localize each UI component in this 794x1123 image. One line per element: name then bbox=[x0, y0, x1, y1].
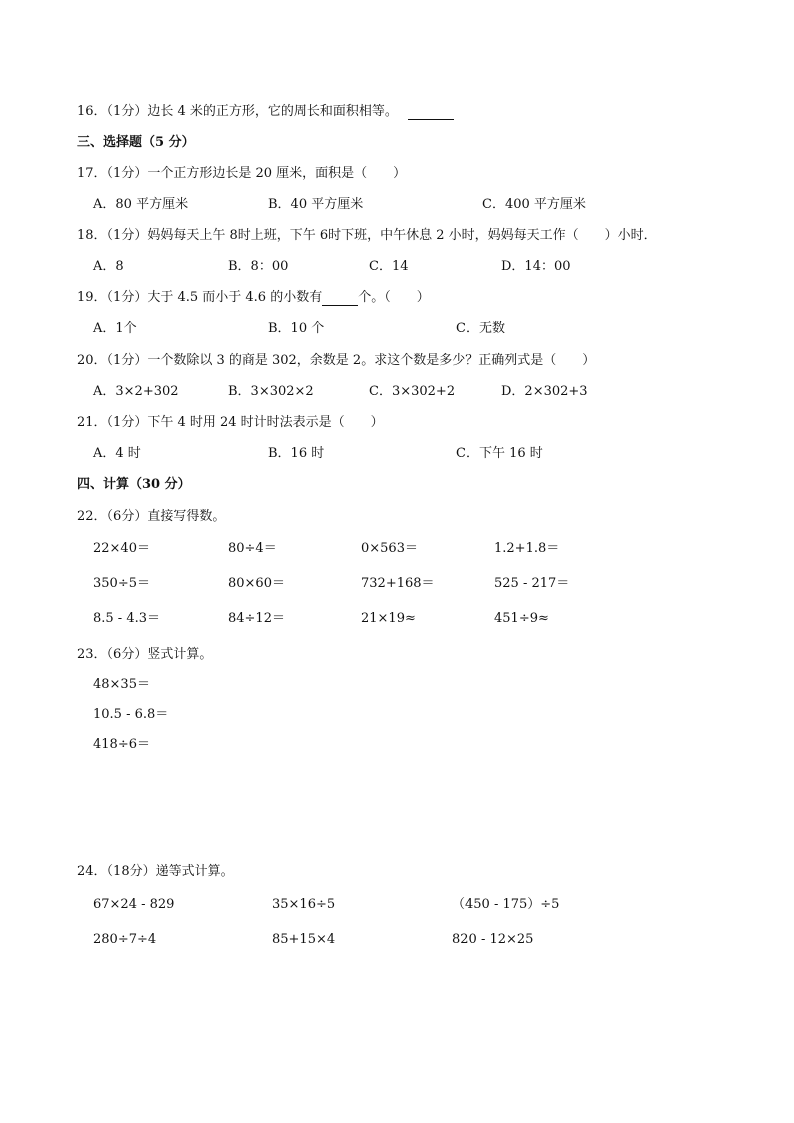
q24-item: 820 - 12×25 bbox=[452, 932, 534, 947]
question-19-stem bbox=[77, 290, 430, 306]
q22-item: 8.5 - 4.3＝ bbox=[93, 611, 161, 626]
q21-option-c[interactable]: C．下午 16 时 bbox=[456, 446, 543, 461]
answer-blank[interactable] bbox=[408, 105, 454, 120]
q24-item: 67×24 - 829 bbox=[93, 897, 175, 912]
question-19-stem-b: 个。（ ） bbox=[358, 290, 430, 305]
q19-option-c[interactable]: C．无数 bbox=[456, 321, 505, 336]
q20-option-b[interactable]: B．3×302×2 bbox=[228, 384, 314, 399]
question-16-text: 16．（1分）边长 4 米的正方形，它的周长和面积相等。 bbox=[77, 104, 398, 119]
q24-item: 85+15×4 bbox=[272, 932, 336, 947]
q24-item: 280÷7÷4 bbox=[93, 932, 157, 947]
q22-item: 0×563＝ bbox=[361, 541, 418, 556]
question-16 bbox=[77, 104, 454, 120]
q17-option-c[interactable]: C．400 平方厘米 bbox=[482, 197, 586, 212]
question-17-stem: 17．（1分）一个正方形边长是 20 厘米，面积是（ ） bbox=[77, 166, 407, 181]
question-18-stem: 18．（1分）妈妈每天上午 8时上班，下午 6时下班，中午休息 2 小时，妈妈每天工作（ ）小时． bbox=[77, 228, 657, 243]
q24-item: （450 - 175）÷5 bbox=[452, 897, 560, 912]
question-19-stem-a: 19．（1分）大于 4.5 而小于 4.6 的小数有 bbox=[77, 290, 323, 305]
q18-option-c[interactable]: C．14 bbox=[369, 259, 409, 274]
q22-item: 451÷9≈ bbox=[494, 611, 549, 626]
q20-option-d[interactable]: D．2×302+3 bbox=[501, 384, 588, 399]
question-23-stem: 23．（6分）竖式计算。 bbox=[77, 647, 213, 662]
section-3-title: 三、选择题（5 分） bbox=[77, 135, 195, 150]
q19-option-a[interactable]: A．1个 bbox=[93, 321, 137, 336]
q22-item: 80×60＝ bbox=[228, 576, 285, 591]
question-22-stem: 22．（6分）直接写得数。 bbox=[77, 509, 226, 524]
fill-blank[interactable] bbox=[322, 292, 358, 306]
q21-option-b[interactable]: B．16 时 bbox=[268, 446, 325, 461]
question-20-stem: 20．（1分）一个数除以 3 的商是 302，余数是 2。求这个数是多少？正确列式是（ ） bbox=[77, 353, 596, 368]
question-21-stem: 21．（1分）下午 4 时用 24 时计时法表示是（ ） bbox=[77, 415, 384, 430]
q18-option-a[interactable]: A．8 bbox=[93, 259, 124, 274]
q22-item: 525 - 217＝ bbox=[494, 576, 570, 591]
q23-item: 10.5 - 6.8＝ bbox=[93, 707, 169, 722]
question-24-stem: 24．（18分）递等式计算。 bbox=[77, 864, 234, 879]
q20-option-a[interactable]: A．3×2+302 bbox=[93, 384, 179, 399]
q22-item: 80÷4＝ bbox=[228, 541, 277, 556]
q22-item: 350÷5＝ bbox=[93, 576, 150, 591]
section-4-title: 四、计算（30 分） bbox=[77, 477, 191, 492]
q18-option-b[interactable]: B．8：00 bbox=[228, 259, 289, 274]
q17-option-b[interactable]: B．40 平方厘米 bbox=[268, 197, 364, 212]
q24-item: 35×16÷5 bbox=[272, 897, 336, 912]
q22-item: 84÷12＝ bbox=[228, 611, 285, 626]
q23-item: 48×35＝ bbox=[93, 677, 150, 692]
q22-item: 1.2+1.8＝ bbox=[494, 541, 560, 556]
q23-item: 418÷6＝ bbox=[93, 737, 150, 752]
q20-option-c[interactable]: C．3×302+2 bbox=[369, 384, 456, 399]
q19-option-b[interactable]: B．10 个 bbox=[268, 321, 325, 336]
q22-item: 22×40＝ bbox=[93, 541, 150, 556]
q21-option-a[interactable]: A．4 时 bbox=[93, 446, 141, 461]
q18-option-d[interactable]: D．14：00 bbox=[501, 259, 571, 274]
q17-option-a[interactable]: A．80 平方厘米 bbox=[93, 197, 189, 212]
q22-item: 732+168＝ bbox=[361, 576, 435, 591]
q22-item: 21×19≈ bbox=[361, 611, 416, 626]
